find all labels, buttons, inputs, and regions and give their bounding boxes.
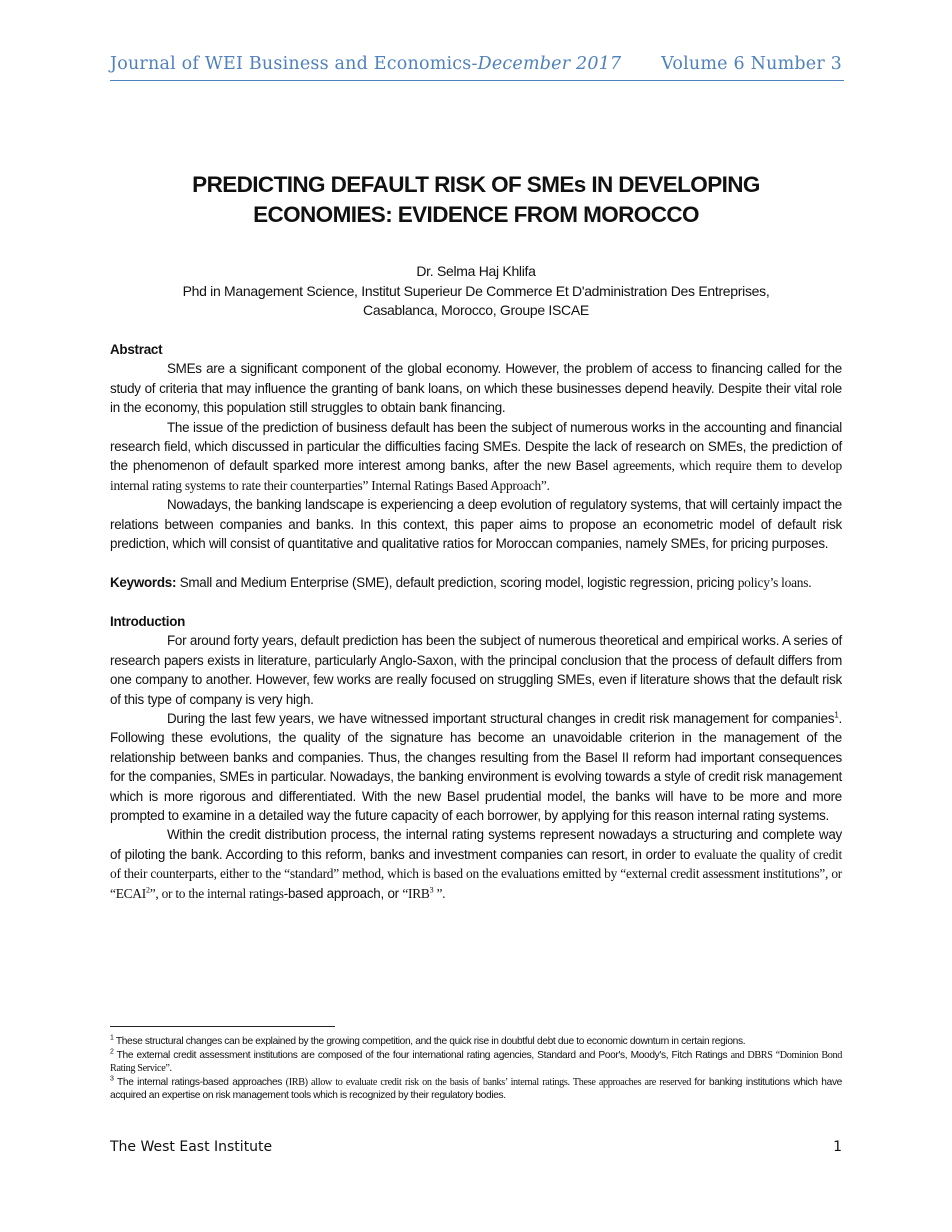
- title-line-1: PREDICTING DEFAULT RISK OF SMEs IN DEVELOPING: [192, 172, 760, 197]
- intro-p3-part-c: ”, or to the internal ratings: [149, 885, 284, 901]
- author-block: [110, 262, 842, 321]
- footnote-3-number: 3: [110, 1075, 114, 1083]
- abstract-paragraph-2: [110, 418, 842, 496]
- intro-p2-part-b: . Following these evolutions, the quality of the signature has become an unavoidable criterion in the management of the relationship between banks and companies. Thus, the changes resulting from the Basel II reform had important consequences for the companies, SMEs in particular. Nowadays, the banking environment is evolving towards a style of credit risk management which is more rigorous and differentiated. With the new Basel prudential model, the banks will have to be more and more prompted to examine in a detailed way the future capacity of each borrower, by applying for this reason internal rating systems.: [110, 710, 842, 823]
- paper-body: [110, 340, 842, 903]
- keywords: [110, 573, 842, 592]
- keywords-text: Small and Medium Enterprise (SME), default prediction, scoring model, logistic regression, pricing: [176, 575, 738, 591]
- footnote-2-text: The external credit assessment institutions are composed of the four international rating agencies, Standard and Poor's, Moody's, Fitch Ratings: [113, 1049, 731, 1061]
- introduction-paragraph-1: For around forty years, default prediction has been the subject of numerous theoretical and empirical works. A series of research papers exists in literature, particularly Anglo-Saxon, with the principal conclusion that the process of default differs from one company to another. However, few works are really focused on struggling SMEs, even if literature shows that the default risk of this type of company is very high.: [110, 633, 842, 707]
- footnote-ref-3[interactable]: 3: [429, 885, 434, 895]
- author-name: Dr. Selma Haj Khlifa: [416, 263, 536, 279]
- intro-p2-part-a: During the last few years, we have witnessed important structural changes in credit risk management for companies: [167, 710, 835, 726]
- spacer: [110, 593, 842, 612]
- header-rule: [110, 80, 844, 81]
- spacer: [110, 553, 842, 573]
- introduction-paragraph-2: [110, 709, 842, 825]
- introduction-paragraph-3: [110, 825, 842, 903]
- footnote-3-text-end: for banking institutions which have acquired an expertise on risk management tools which is recognized by their regulatory bodies.: [110, 1076, 842, 1102]
- abstract-p2-part-b: agreements, which require them to develop internal rating systems to rate their counterparties” Internal Ratings Based Approach”.: [110, 458, 842, 493]
- footnote-1: [110, 1035, 842, 1049]
- footnote-rule: [110, 1026, 335, 1027]
- keywords-label: Keywords:: [110, 575, 177, 591]
- footnote-3-text-serif: (IRB) allow to evaluate credit risk on the basis of banks’ internal ratings. These approaches are reserved: [285, 1076, 695, 1088]
- intro-p3-part-b: evaluate the quality of credit of their counterparts, either to the “standard” method, which is based on the evaluations emitted by “external credit assessment institutions”, or “ECAI: [110, 846, 842, 901]
- intro-p3-part-d: -based approach, or: [283, 885, 403, 901]
- footnote-3: [110, 1076, 842, 1103]
- paper-title: [110, 170, 842, 230]
- introduction-heading: Introduction: [110, 613, 186, 629]
- footnote-ref-2[interactable]: 2: [145, 885, 150, 895]
- keywords-text-end: policy’s loans.: [737, 575, 812, 591]
- footnote-2-number: 2: [110, 1048, 114, 1056]
- page-number: 1: [833, 1139, 842, 1155]
- journal-title: Journal of WEI Business and Economics-: [110, 54, 478, 74]
- publisher-name: The West East Institute: [110, 1139, 273, 1155]
- footnote-ref-1[interactable]: 1: [834, 710, 839, 720]
- footnote-1-number: 1: [110, 1034, 114, 1042]
- abstract-paragraph-3: Nowadays, the banking landscape is experiencing a deep evolution of regulatory systems, that will certainly impact the relations between companies and banks. In this context, this paper aims to propose an econometric model of default risk prediction, which will consist of quantitative and qualitative ratios for Moroccan companies, namely SMEs, for pricing purposes.: [110, 497, 842, 552]
- intro-p3-part-f: ”.: [433, 885, 446, 901]
- footnote-2-text-end: and DBRS “Dominion Bond Rating Service”.: [110, 1049, 842, 1075]
- author-affiliation-2: Casablanca, Morocco, Groupe ISCAE: [363, 302, 589, 318]
- abstract-p2-part-a: The issue of the prediction of business default has been the subject of numerous works in the accounting and financial research field, which discussed in particular the difficulties facing SMEs. Despite the lack of research on SMEs, the prediction of the phenomenon of default sparked more interest among banks, after the new Basel: [110, 419, 842, 474]
- footnotes: [110, 1035, 842, 1103]
- footnote-2: [110, 1049, 842, 1076]
- volume-number: Volume 6 Number 3: [661, 54, 842, 74]
- issue-date: December 2017: [477, 54, 622, 74]
- title-line-2: ECONOMIES: EVIDENCE FROM MOROCCO: [253, 202, 699, 227]
- intro-p3-part-e: “IRB: [402, 885, 430, 901]
- intro-p3-part-a: Within the credit distribution process, the internal rating systems represent nowadays a structuring and complete way of piloting the bank. According to this reform, banks and investment companies can resort, in order to: [110, 827, 842, 862]
- abstract-heading: Abstract: [110, 342, 163, 357]
- footnote-1-text: These structural changes can be explained by the growing competition, and the quick rise in doubtful debt due to economic downturn in certain regions.: [113, 1036, 746, 1047]
- footnote-3-text: The internal ratings-based approaches: [113, 1076, 286, 1088]
- abstract-paragraph-1: SMEs are a significant component of the global economy. However, the problem of access to financing called for the study of criteria that may influence the granting of bank loans, on which these businesses depend heavily. Despite their vital role in the economy, this population still struggles to obtain bank financing.: [110, 361, 842, 416]
- author-affiliation-1: Phd in Management Science, Institut Superieur De Commerce Et D'administration Des Entreprises,: [182, 282, 770, 299]
- running-header: [110, 54, 842, 78]
- journal-name: [110, 54, 621, 74]
